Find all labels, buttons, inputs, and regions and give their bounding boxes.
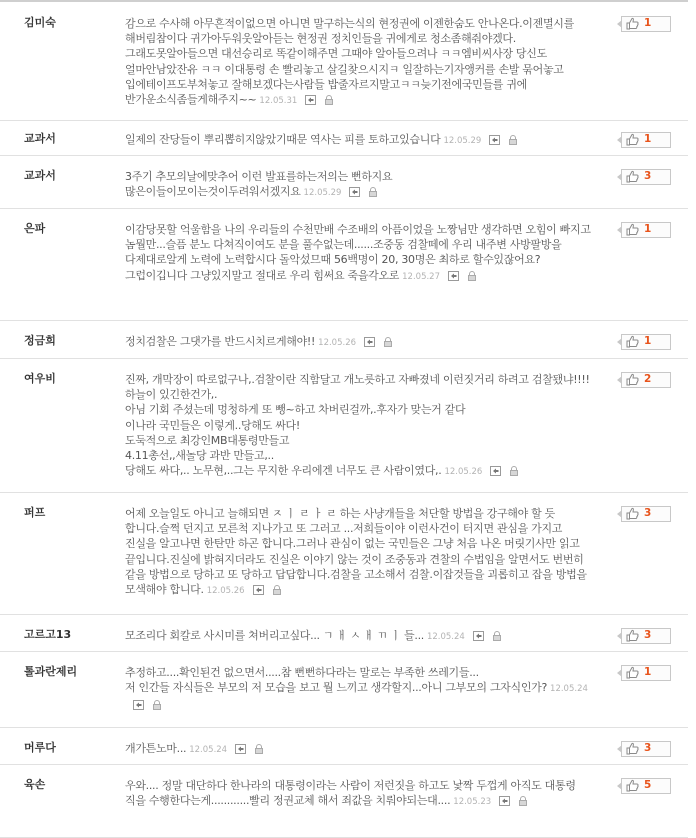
comment-text: 이감당못할 억울함을 나의 우리들의 수천만배 수조배의 아픔이었을 노짱님만 생각하면 오힘이 빠지고 놈뭘만...슬픔 분노 다쳐직이여도 분을 풀수없는데......조중동 검찰떼에 우리 내주변 사방팔방을 다제대로알게 노력에 노력합시다 돌악섰므때 56백명이 20, 30명은 최하로 할수있잖어요? 그럽이깁니다 그냥있지말고 절대로 우리 힘써요 죽을각오로 [125,223,591,282]
thumbs-up-icon [626,666,639,682]
comment-text: 3주기 추모의날에맞추어 이런 발표를하는저의는 뻔하지요 많은이들이모이는것이두려워서겠지요 [125,170,393,199]
comment-row [0,358,688,493]
reply-icon[interactable] [305,94,316,109]
comment-date: 12.05.29 [303,188,342,199]
thumbs-up-icon [626,17,639,33]
comment-text: 정치검찰은 그댓가를 반드시치르게해야!! [125,335,316,348]
report-lock-icon[interactable] [492,630,502,645]
comment-body [125,372,591,480]
comment-author[interactable]: 톨과란제리 [24,665,78,678]
comment-text: 감으로 수사해 아무흔적이없으면 아니면 말구하는식의 현정권에 이젠한숨도 안나온다.이젠멸시를 해버림참이다 귀가아두워웃알아듣는 현정권 정치인들을 귀에게로 청소좀해줘야겠다.그래도못알아들으면 대선승리로 똑같이해주면 그때야 알아들으려나 ㅋㅋ엠비씨사장 당신도 얼마안남았잔유 ㅋㅋ 이대통령 손 빨리놓고 살길찾으시지ㅋ 일잘하는기자앵커를 손발 묶어놓고 입에테이프도부쳐놓고 잘해보겠다는사람들 밥줄자르지말고ㅋㅋ늦기전에국민들를 귀에 반가운소식좀들게해주지~~ [125,17,574,107]
comment-text: 아님 기회 주셨는데 멍청하게 또 뺑~하고 차버린걸까,.후자가 맞는거 같다 [125,403,466,417]
like-button[interactable] [617,222,673,239]
comment-body [125,665,591,715]
report-lock-icon[interactable] [518,795,528,810]
comment-text: 진짜, 개막장이 따로없구나,.검찰이란 직함달고 개노릇하고 자빠졌네 이런짓거리 하려고 검찰됐냐!!!!하늘이 있긴한건가,. [125,373,590,402]
like-count: 5 [644,779,652,791]
like-button[interactable] [617,372,673,389]
comment-text: 일제의 잔당들이 뿌리뽑히지않았기때문 역사는 피를 토하고있습니다 [125,133,441,146]
comment-text: 도둑적으로 최강인MB대통령만들고 [125,433,290,447]
thumbs-up-icon [626,170,639,186]
like-button[interactable] [617,665,673,682]
reply-icon[interactable] [364,336,375,351]
reply-icon[interactable] [235,743,246,758]
like-button[interactable] [617,169,673,186]
comment-date: 12.05.29 [443,136,482,146]
like-button[interactable] [617,506,673,523]
reply-icon[interactable] [349,186,360,201]
thumbs-up-icon [626,779,639,795]
comment-text: 어제 오늘일도 아니고 늘해되면 ㅈ ㅣ ㄹ ㅏ ㄹ 하는 사냥개들을 처단할 방법을 강구해야 할 듯 합니다.슬쩍 던지고 모른척 지나가고 또 그러고 ...저희들이야 이런사건이 터지면 관심을 가지고 진실을 알고나면 한탄만 하곤 합니다.그러나 관심이 없는 국민들은 그냥 처음 나온 머릿기사만 읽고 끝입니다.진실에 밝혀지더라도 진실은 이야기 않는 것이 조중동과 견찰의 수법임을 알면서도 번번히 같을 방법으로 당하고 또 당하고 답답합니다.검찰을 고소해서 검찰.이잡것들을 괴롭히고 잡을 방법을 모색해야 합니다. [125,507,587,597]
comment-row [0,320,688,359]
reply-icon[interactable] [473,630,484,645]
like-count: 1 [644,133,652,145]
comment-author[interactable]: 여우비 [24,372,56,385]
comment-author[interactable]: 김미숙 [24,16,56,29]
report-lock-icon[interactable] [467,270,477,285]
like-count: 2 [644,373,652,385]
comment-row [0,0,688,121]
report-lock-icon[interactable] [368,186,378,201]
comment-date: 12.05.26 [318,338,357,348]
like-button[interactable] [617,16,673,33]
comment-author[interactable]: 교과서 [24,132,56,145]
report-lock-icon[interactable] [509,465,519,480]
like-count: 3 [644,742,652,754]
reply-icon[interactable] [490,465,501,480]
report-lock-icon[interactable] [324,94,334,109]
like-count: 1 [644,666,652,678]
comment-body [125,741,591,758]
like-button[interactable] [617,741,673,758]
like-count: 3 [644,629,652,641]
comment-row [0,492,688,615]
reply-icon[interactable] [489,134,500,149]
comment-date: 12.05.26 [206,586,245,597]
comment-row [0,651,688,728]
comment-author[interactable]: 교과서 [24,169,56,182]
reply-icon[interactable] [253,584,264,599]
comment-author[interactable]: 은파 [24,222,46,235]
comment-date: 12.05.24 [550,684,588,695]
thumbs-up-icon [626,133,639,149]
comment-body [125,169,591,201]
comment-row [0,118,688,156]
comment-text: 당해도 싸다,.. 노무현,..그는 무지한 우리에겐 너무도 큰 사람이였다,. [125,464,442,478]
like-button[interactable] [617,334,673,351]
comment-body [125,334,591,351]
comment-author[interactable]: 육손 [24,778,46,791]
like-button[interactable] [617,132,673,149]
comment-text: 이나라 국민들은 이렇게..당해도 싸다! [125,418,300,432]
report-lock-icon[interactable] [508,134,518,149]
comment-row [0,208,688,321]
like-count: 3 [644,507,652,519]
comment-author[interactable]: 퍼프 [24,506,46,519]
comment-body [125,628,591,645]
comment-body [125,222,591,285]
comment-text: 추정하고....확인된건 없으면서.....참 뻔뻔하다라는 말로는 부족한 쓰레기들... [125,666,479,679]
thumbs-up-icon [626,629,639,645]
comment-body [125,16,591,109]
report-lock-icon[interactable] [152,699,162,714]
comment-row [0,155,688,209]
comment-row [0,614,688,652]
thumbs-up-icon [626,507,639,523]
comment-date: 12.05.24 [426,632,465,642]
like-button[interactable] [617,628,673,645]
comment-date: 12.05.27 [402,271,440,282]
comment-author[interactable]: 머루다 [24,741,56,754]
comment-date: 12.05.24 [189,745,228,755]
comment-row [0,764,688,838]
comment-date: 12.05.23 [453,797,492,808]
like-button[interactable] [617,778,673,795]
thumbs-up-icon [626,742,639,758]
like-count: 1 [644,17,652,29]
comment-text: 4.11총선,,새놀당 과반 만들고,.. [125,449,274,463]
comment-author[interactable]: 정금희 [24,334,56,347]
like-count: 3 [644,170,652,182]
reply-icon[interactable] [448,270,459,285]
like-count: 1 [644,335,652,347]
comment-body [125,506,591,599]
comment-date: 12.05.26 [444,467,483,478]
report-lock-icon[interactable] [254,743,264,758]
comment-date: 12.05.31 [259,96,298,107]
report-lock-icon[interactable] [383,336,393,351]
thumbs-up-icon [626,223,639,239]
reply-icon[interactable] [133,699,144,714]
report-lock-icon[interactable] [272,584,282,599]
thumbs-up-icon [626,335,639,351]
comment-body [125,132,591,149]
comment-text: 저 인간들 자식들은 부모의 저 모습을 보고 뭘 느끼고 생각할지...아니 그부모의 그자식인가? [125,681,548,695]
like-count: 1 [644,223,652,235]
comment-text: 모조리다 회칼로 사시미를 쳐버리고싶다... ㄱ ㅐ ㅅ ㅐ ㄲ ㅣ 들... [125,629,424,642]
comment-body [125,778,591,810]
comment-author[interactable]: 고르고13 [24,628,72,641]
comment-text: 우와.... 정말 대단하다 한나라의 대통령이라는 사람이 저런짓을 하고도 낯짝 두껍게 아직도 대통령 직을 수행한다는게............빨리 정권교체 해서 죄값을 치뤄야되는대.... [125,779,576,808]
reply-icon[interactable] [499,795,510,810]
comment-row [0,727,688,765]
thumbs-up-icon [626,373,639,389]
comment-text: 개가튼노마... [125,742,187,755]
